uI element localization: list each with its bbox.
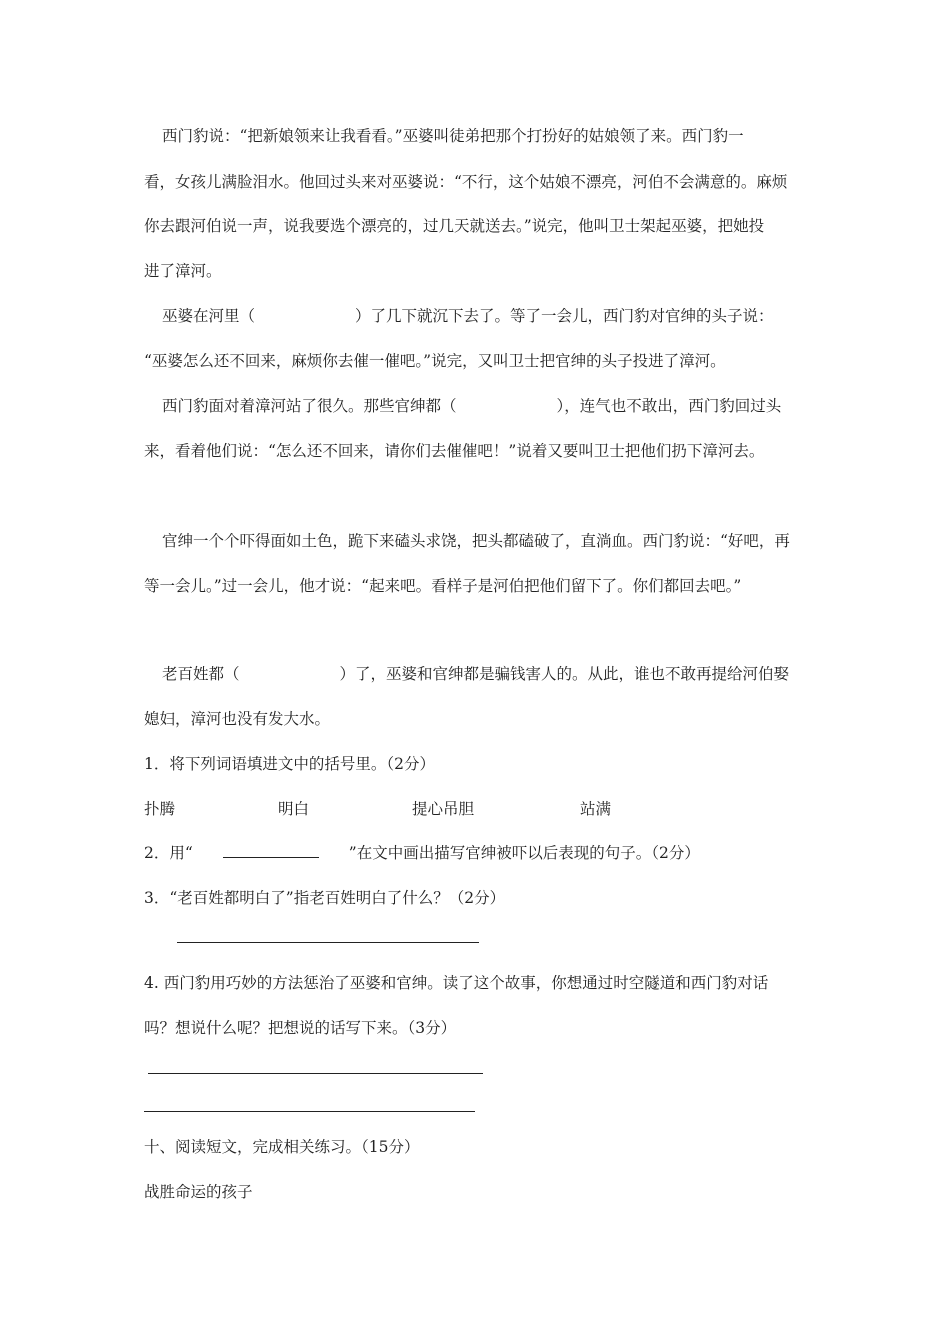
text-segment: 2．用“ [144,844,193,862]
passage-line [162,306,774,326]
passage-line: 西门豹说：“把新娘领来让我看看。”巫婆叫徒弟把那个打扮好的姑娘领了来。西门豹一 [162,127,744,145]
text-segment: 巫婆在河里（ [162,307,256,325]
question-4: 4. 西门豹用巧妙的方法惩治了巫婆和官绅。读了这个故事，你想通过时空隧道和西门豹对话 [144,974,769,992]
passage-line: 进了漳河。 [144,262,222,280]
passage-line: 来，看着他们说：“怎么还不回来，请你们去催催吧！”说着又要叫卫士把他们扔下漳河去。 [144,442,765,460]
section-heading: 十、阅读短文，完成相关练习。（15分） [144,1138,420,1156]
passage-line: “巫婆怎么还不回来，麻烦你去催一催吧。”说完，又叫卫士把官绅的头子投进了漳河。 [144,352,726,370]
passage-line: 官绅一个个吓得面如土色，跪下来磕头求饶，把头都磕破了，直淌血。西门豹说：“好吧，再 [162,532,790,550]
text-segment: ）了，巫婆和官绅都是骗钱害人的。从此，谁也不敢再提给河伯娶 [339,665,790,683]
question-4: 吗？想说什么呢？把想说的话写下来。（3分） [144,1019,457,1037]
word-option: 提心吊胆 [412,800,475,818]
article-title: 战胜命运的孩子 [144,1183,253,1201]
passage-line: 看，女孩儿满脸泪水。他回过头来对巫婆说：“不行，这个姑娘不漂亮，河伯不会满意的。麻烦 [144,173,788,191]
word-option: 站满 [580,800,612,818]
text-segment: 老百姓都（ [162,665,240,683]
text-segment: ”在文中画出描写官绅被吓以后表现的句子。（2分） [348,844,700,862]
passage-line: 等一会儿。”过一会儿，他才说：“起来吧。看样子是河伯把他们留下了。你们都回去吧。” [144,577,742,595]
passage-line [162,664,789,684]
question-3: 3．“老百姓都明白了”指老百姓明白了什么？（2分） [144,889,506,907]
question-2 [144,843,700,863]
word-option: 明白 [278,800,310,818]
answer-line[interactable] [148,1073,483,1074]
underline-sample [223,843,319,858]
question-1: 1．将下列词语填进文中的括号里。（2分） [144,755,435,773]
passage-line: 你去跟河伯说一声，说我要选个漂亮的，过几天就送去。”说完，他叫卫士架起巫婆，把她投 [144,217,765,235]
text-segment: ）了几下就沉下去了。等了一会儿，西门豹对官绅的头子说： [355,307,774,325]
answer-line[interactable] [144,1111,475,1112]
word-option: 扑腾 [144,800,176,818]
answer-line[interactable] [177,942,479,943]
passage-line [162,396,781,416]
text-segment: ），连气也不敢出，西门豹回过头 [556,397,782,415]
text-segment: 西门豹面对着漳河站了很久。那些官绅都（ [162,397,457,415]
passage-line: 媳妇，漳河也没有发大水。 [144,710,331,728]
